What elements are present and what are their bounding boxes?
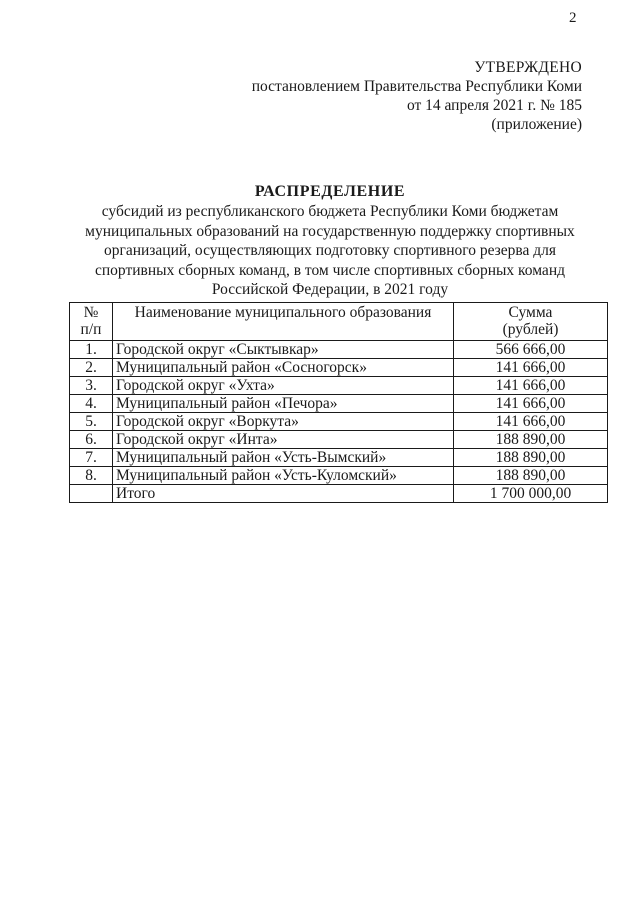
- subtitle-line: муниципальных образований на государственную поддержку спортивных: [85, 222, 575, 240]
- subtitle-line: Российской Федерации, в 2021 году: [211, 281, 449, 298]
- row-sum: 141 666,00: [454, 395, 608, 413]
- header-sum: [454, 303, 608, 341]
- document-title: РАСПРЕДЕЛЕНИЕ: [254, 183, 406, 200]
- row-number: 1.: [70, 341, 113, 359]
- approval-block: [252, 58, 582, 134]
- row-sum: 141 666,00: [454, 413, 608, 431]
- subtitle-line: организаций, осуществляющих подготовку спортивного резерва для: [103, 242, 557, 259]
- row-number: 8.: [70, 467, 113, 485]
- table-row: [70, 359, 608, 377]
- row-number: 6.: [70, 431, 113, 449]
- row-sum: 566 666,00: [454, 341, 608, 359]
- total-label: Итого: [113, 485, 454, 503]
- row-sum: 188 890,00: [454, 467, 608, 485]
- table-row: [70, 467, 608, 485]
- row-number: 4.: [70, 395, 113, 413]
- row-municipality: Городской округ «Воркута»: [113, 413, 454, 431]
- table-body: [70, 341, 608, 503]
- header-sum-unit: (рублей): [502, 321, 559, 338]
- table-row: [70, 449, 608, 467]
- row-municipality: Муниципальный район «Сосногорск»: [113, 359, 454, 377]
- header-number: [70, 303, 113, 341]
- total-number: [70, 485, 113, 503]
- row-municipality: Муниципальный район «Усть-Вымский»: [113, 449, 454, 467]
- table-row: [70, 395, 608, 413]
- row-number: 5.: [70, 413, 113, 431]
- table-row: [70, 341, 608, 359]
- row-sum: 141 666,00: [454, 359, 608, 377]
- approval-line-2: от 14 апреля 2021 г. № 185: [406, 97, 582, 114]
- table-row: [70, 377, 608, 395]
- approval-stamp-word: УТВЕРЖДЕНО: [474, 59, 582, 76]
- total-sum: 1 700 000,00: [454, 485, 608, 503]
- page-number: 2: [569, 10, 577, 26]
- table-total-row: [70, 485, 608, 503]
- row-municipality: Городской округ «Сыктывкар»: [113, 341, 454, 359]
- row-number: 3.: [70, 377, 113, 395]
- header-sum-title: Сумма: [508, 304, 553, 321]
- row-municipality: Городской округ «Ухта»: [113, 377, 454, 395]
- row-municipality: Муниципальный район «Печора»: [113, 395, 454, 413]
- subtitle-line: субсидий из республиканского бюджета Республики Коми бюджетам: [101, 203, 559, 220]
- row-sum: 141 666,00: [454, 377, 608, 395]
- approval-line-1: постановлением Правительства Республики Коми: [251, 78, 582, 95]
- row-number: 2.: [70, 359, 113, 377]
- header-name: Наименование муниципального образования: [113, 303, 454, 341]
- row-municipality: Городской округ «Инта»: [113, 431, 454, 449]
- header-number-abbrev: п/п: [80, 321, 102, 338]
- approval-line-3: (приложение): [491, 116, 582, 133]
- document-heading: [60, 182, 600, 300]
- document-subtitle: [60, 202, 600, 300]
- distribution-table: [69, 302, 608, 503]
- table-header: [70, 303, 608, 341]
- header-number-symbol: №: [83, 304, 99, 321]
- row-municipality: Муниципальный район «Усть-Куломский»: [113, 467, 454, 485]
- row-sum: 188 890,00: [454, 449, 608, 467]
- subtitle-line: спортивных сборных команд, в том числе спортивных сборных команд: [95, 261, 565, 279]
- row-number: 7.: [70, 449, 113, 467]
- table-row: [70, 431, 608, 449]
- table-row: [70, 413, 608, 431]
- row-sum: 188 890,00: [454, 431, 608, 449]
- table-header-row: [70, 303, 608, 341]
